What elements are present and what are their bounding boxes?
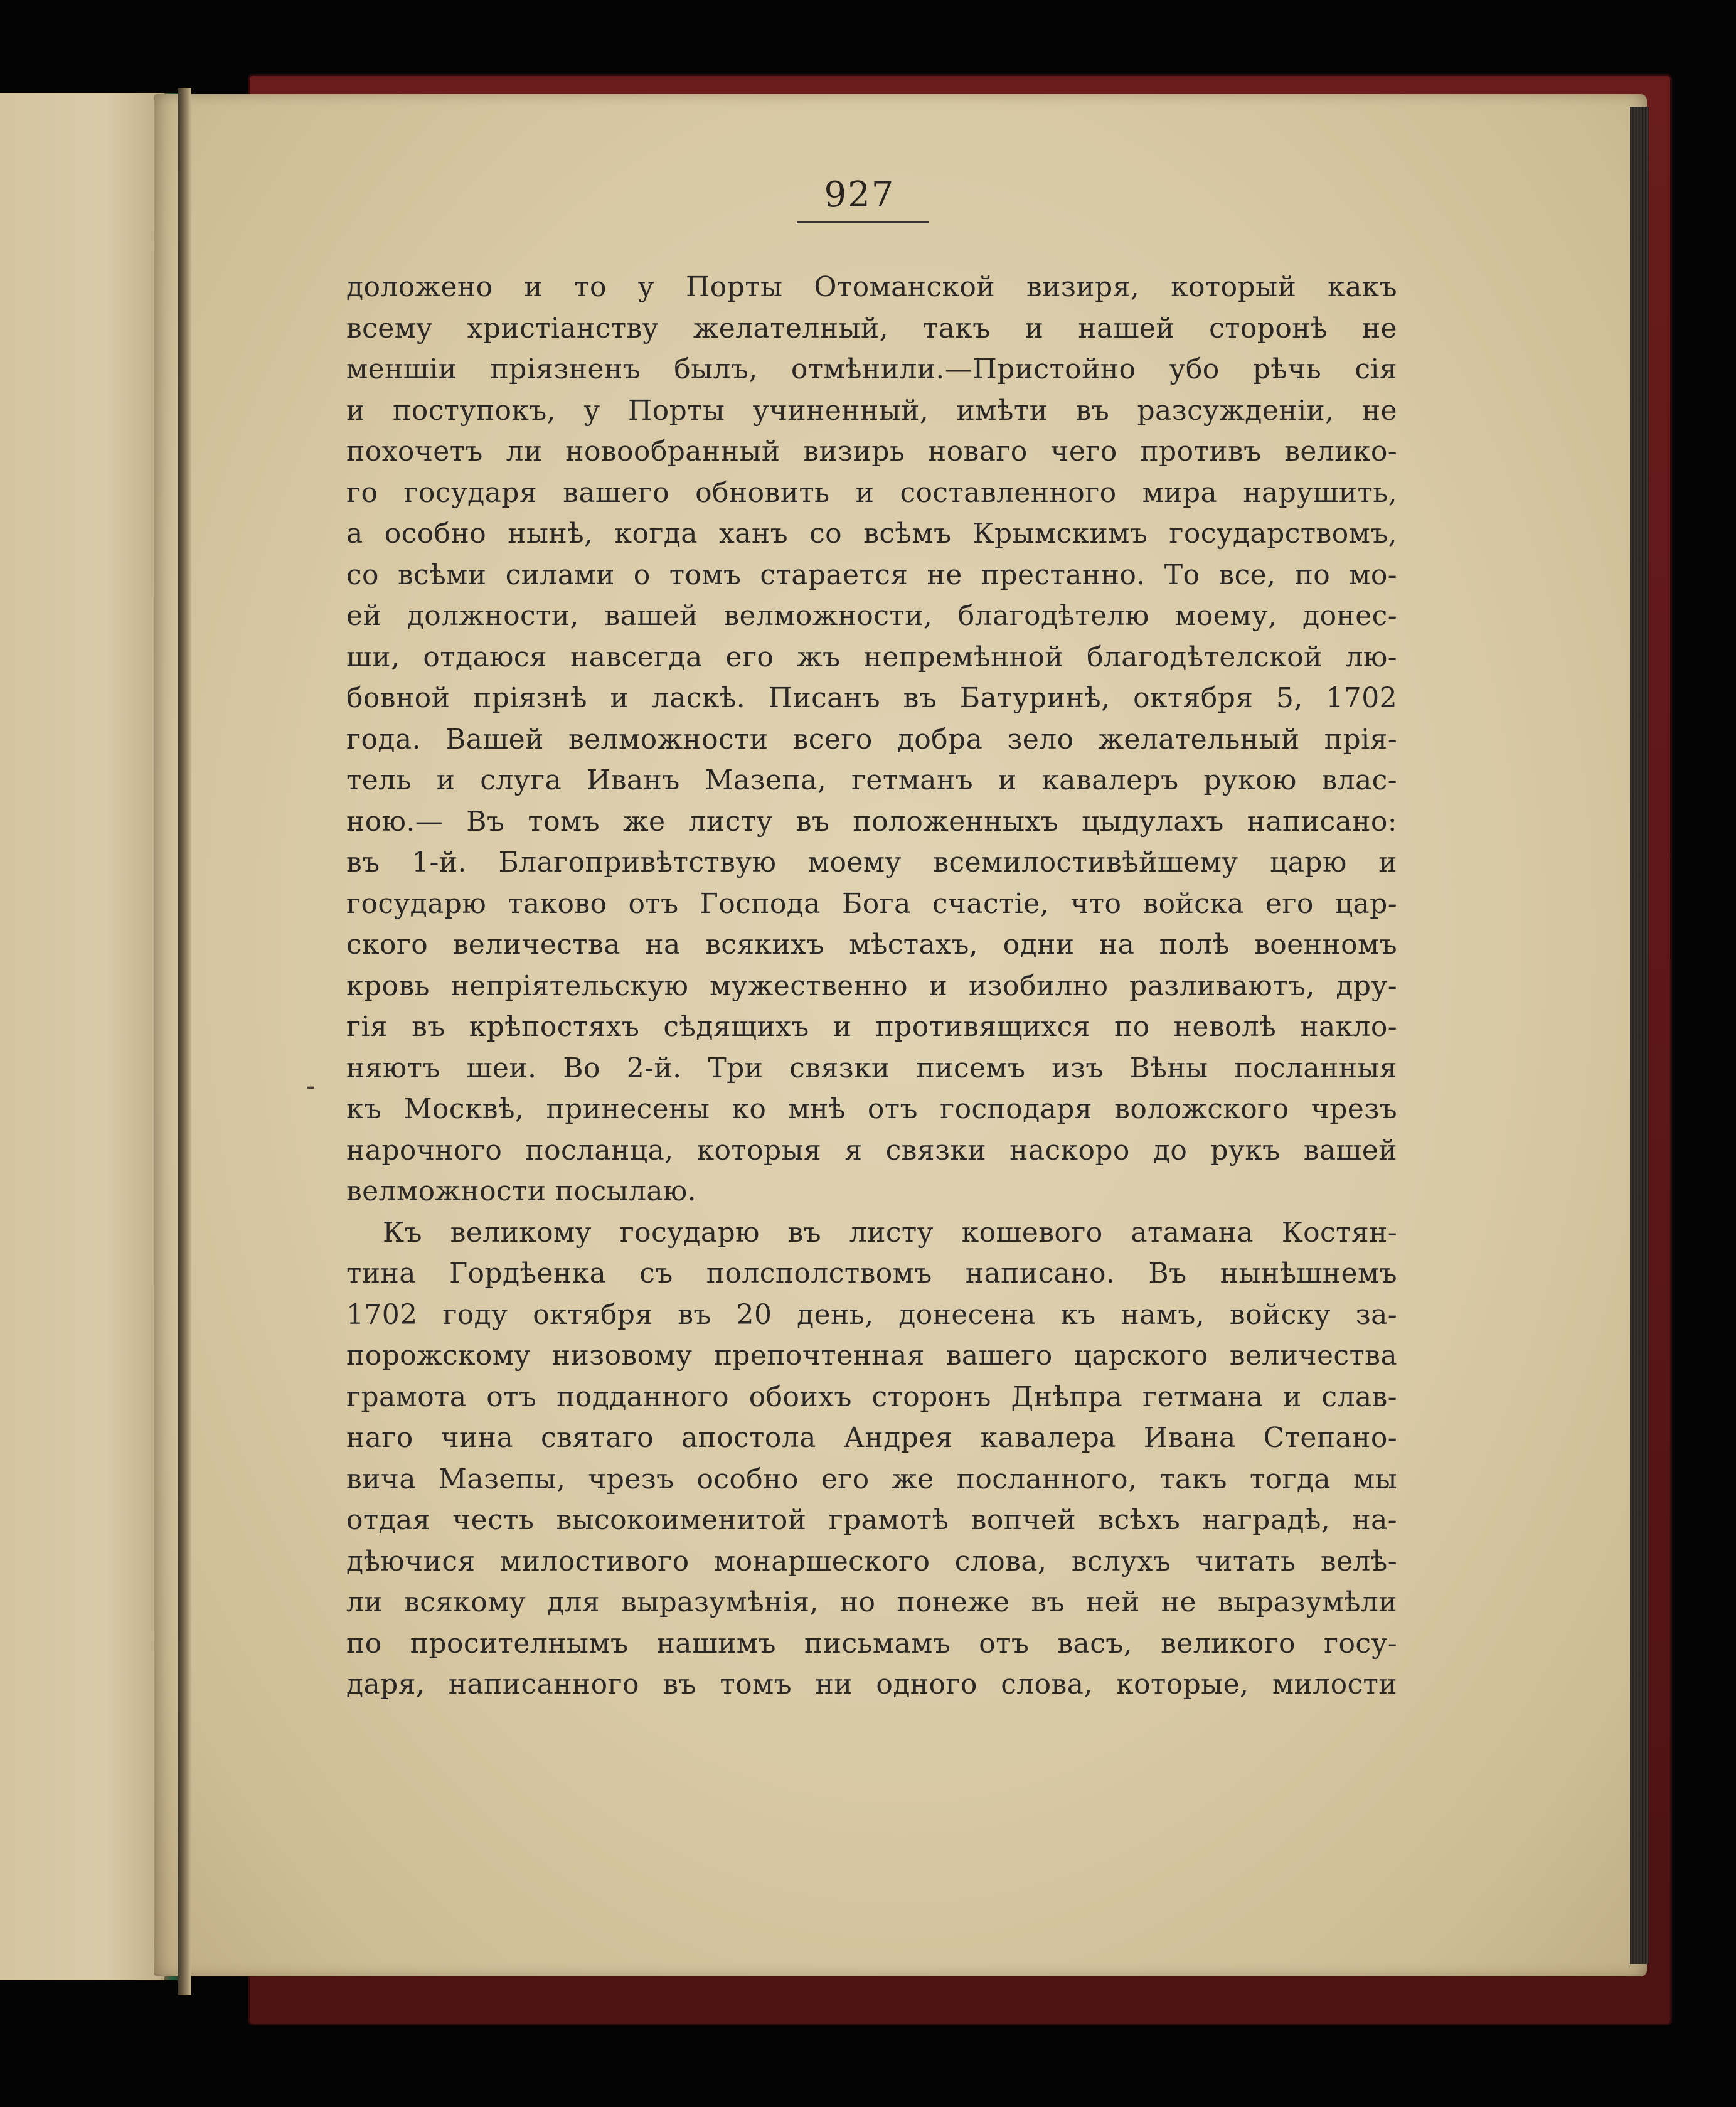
text-line: порожскому низовому препочтенная вашего царского величества — [346, 1340, 1397, 1372]
text-line: меншіи пріязненъ былъ, отмѣнили.—Пристойно убо рѣчь сія — [346, 353, 1397, 385]
margin-mark: - — [306, 1070, 316, 1102]
page-edges — [1630, 107, 1649, 1964]
text-line: ши, отдаюся навсегда его жъ непремѣнной благодѣтелской лю- — [346, 641, 1397, 673]
text-line: со всѣми силами о томъ старается не престанно. То все, по мо- — [346, 558, 1397, 591]
text-line: грамота отъ подданного обоихъ сторонъ Днѣпра гетмана и слав- — [346, 1380, 1397, 1413]
text-line: вича Мазепы, чрезъ особно его же посланного, такъ тогда мы — [346, 1463, 1397, 1495]
text-line: няютъ шеи. Во 2-й. Три связки писемъ изъ Вѣны посланныя — [346, 1052, 1397, 1084]
left-page — [0, 93, 177, 1980]
text-line: гія въ крѣпостяхъ сѣдящихъ и противящихся по неволѣ накло- — [346, 1011, 1397, 1043]
text-line: ною.— Въ томъ же листу въ положенныхъ цыдулахъ написано: — [346, 805, 1397, 838]
text-line: ли всякому для выразумѣнія, но понеже въ ней не выразумѣли — [346, 1586, 1397, 1618]
text-line: къ Москвѣ, принесены ко мнѣ отъ господаря воложского чрезъ — [346, 1093, 1397, 1125]
text-line: даря, написанного въ томъ ни одного слова, которые, милости — [346, 1668, 1397, 1700]
text-line: 1702 году октября въ 20 день, донесена къ намъ, войску за- — [346, 1298, 1397, 1331]
text-line: доложено и то у Порты Отоманской визиря, который какъ — [346, 271, 1397, 303]
text-line: дѣючися милостивого монаршеского слова, вслухъ читать велѣ- — [346, 1545, 1397, 1577]
body-text — [346, 267, 1397, 1705]
text-line: бовной пріязнѣ и ласкѣ. Писанъ въ Батуринѣ, октября 5, 1702 — [346, 682, 1397, 714]
book-gutter — [178, 88, 191, 1995]
text-line: государю таково отъ Господа Бога счастіе, что войска его цар- — [346, 887, 1397, 920]
page-number: 927 — [824, 174, 895, 215]
text-line: отдая честь высокоименитой грамотѣ вопчей всѣхъ наградѣ, на- — [346, 1504, 1397, 1536]
text-line: го государя вашего обновить и составленного мира нарушить, — [346, 476, 1397, 509]
text-line: тель и слуга Иванъ Мазепа, гетманъ и кавалеръ рукою влас- — [346, 764, 1397, 796]
text-line: всему христіанству желателный, такъ и нашей сторонѣ не — [346, 312, 1397, 344]
text-line: тина Гордѣенка съ полсполствомъ написано. Въ нынѣшнемъ — [346, 1257, 1397, 1289]
text-line: наго чина святаго апостола Андрея кавалера Ивана Степано- — [346, 1422, 1397, 1454]
text-line: Къ великому государю въ листу кошевого атамана Костян- — [383, 1216, 1397, 1249]
page-number-rule — [797, 221, 929, 223]
text-line: похочетъ ли новообранный визирь новаго чего противъ велико- — [346, 435, 1397, 467]
text-line: въ 1-й. Благопривѣтствую моему всемилостивѣйшему царю и — [346, 846, 1397, 878]
text-line: кровь непріятельскую мужественно и изобилно разливаютъ, дру- — [346, 969, 1397, 1002]
text-line: ского величества на всякихъ мѣстахъ, одни на полѣ военномъ — [346, 929, 1397, 961]
text-line: и поступокъ, у Порты учиненный, имѣти въ разсужденіи, не — [346, 394, 1397, 427]
text-line: велможности посылаю. — [346, 1175, 697, 1207]
text-line: ей должности, вашей велможности, благодѣтелю моему, донес- — [346, 600, 1397, 632]
text-line: а особно нынѣ, когда ханъ со всѣмъ Крымскимъ государствомъ, — [346, 518, 1397, 550]
text-line: года. Вашей велможности всего добра зело желательный прія- — [346, 723, 1397, 755]
text-line: по просителнымъ нашимъ письмамъ отъ васъ, великого госу- — [346, 1627, 1397, 1660]
text-line: нарочного посланца, которыя я связки наскоро до рукъ вашей — [346, 1134, 1397, 1166]
